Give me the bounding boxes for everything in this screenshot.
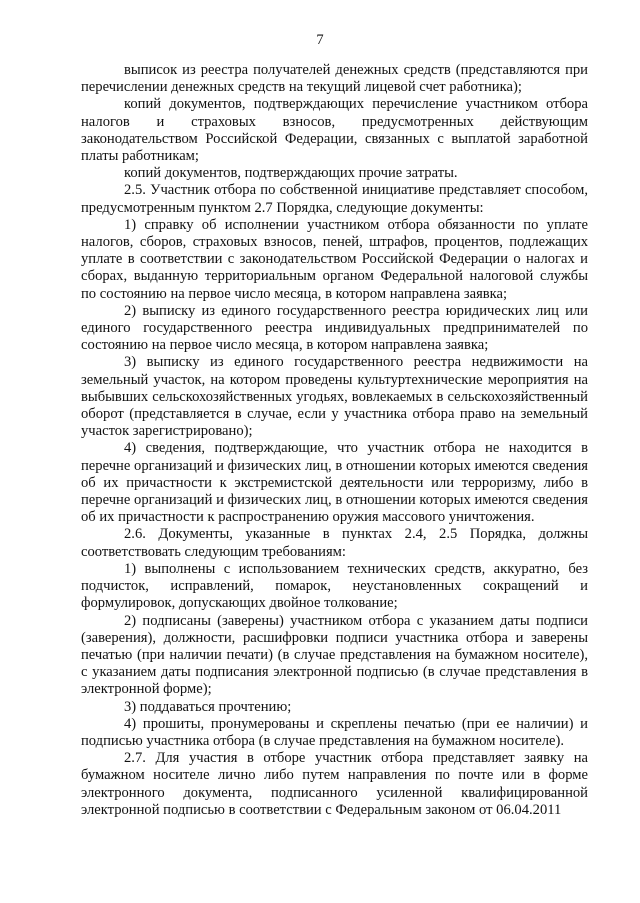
paragraph-other-costs-copies: копий документов, подтверждающих прочие затраты. [124, 165, 458, 182]
document-body [81, 62, 588, 819]
paragraph-2-5-item-1: 1) справку об исполнении участником отбора обязанности по уплате налогов, сборов, страховых взносов, пеней, штрафов, процентов, подлежащих уплате в соответствии с законодательством Российской Федерации о налогах и сборах, выданную территориальным органом Федеральной налоговой службы по состоянию на первое число месяца, в котором направлена заявка; [81, 216, 588, 302]
paragraph-section-2-5: 2.5. Участник отбора по собственной инициативе представляет способом, предусмотренным пунктом 2.7 Порядка, следующие документы: [81, 182, 588, 216]
paragraph-2-6-item-3: 3) поддаваться прочтению; [124, 698, 292, 715]
paragraph-section-2-6: 2.6. Документы, указанные в пунктах 2.4, 2.5 Порядка, должны соответствовать следующим требованиям: [81, 526, 588, 560]
paragraph-2-6-item-2: 2) подписаны (заверены) участником отбора с указанием даты подписи (заверения), должности, расшифровки подписи участника отбора и заверены печатью (при наличии печати) (в случае представления на бумажном носителе), с указанием даты подписания электронной подписью (в случае представления в электронной форме); [81, 612, 588, 698]
page-number: 7 [316, 32, 324, 48]
paragraph-section-2-7: 2.7. Для участия в отборе участник отбора представляет заявку на бумажном носителе лично либо путем направления по почте или в форме электронного документа, подписанного усиленной квалифицированной электронной подписью в соответствии с Федеральным законом от 06.04.2011 [81, 750, 588, 818]
paragraph-2-5-item-2: 2) выписку из единого государственного реестра юридических лиц или единого государственного реестра индивидуальных предпринимателей по состоянию на первое число месяца, в котором направлена заявка; [81, 302, 588, 354]
paragraph-2-6-item-1: 1) выполнены с использованием технических средств, аккуратно, без подчисток, исправлений, помарок, неустановленных сокращений и формулировок, допускающих двойное толкование; [81, 560, 588, 612]
paragraph-2-5-item-4: 4) сведения, подтверждающие, что участник отбора не находится в перечне организаций и физических лиц, в отношении которых имеются сведения об их причастности к экстремистской деятельности или терроризму, либо в перечне организаций и физических лиц, в отношении которых имеются сведения об их причастности к распространению оружия массового уничтожения. [81, 440, 588, 526]
paragraph-2-6-item-4: 4) прошиты, пронумерованы и скреплены печатью (при ее наличии) и подписью участника отбора (в случае представления на бумажном носителе). [81, 715, 588, 749]
paragraph-statement-extracts: выписок из реестра получателей денежных средств (представляются при перечислении денежных средств на текущий лицевой счет работника); [81, 62, 588, 96]
paragraph-tax-payment-copies: копий документов, подтверждающих перечисление участником отбора налогов и страховых взносов, предусмотренных действующим законодательством Российской Федерации, связанных с выплатой заработной платы работникам; [81, 96, 588, 165]
paragraph-2-5-item-3: 3) выписку из единого государственного реестра недвижимости на земельный участок, на котором проведены культуртехнические мероприятия на выбывших сельскохозяйственных угодьях, вовлекаемых в сельскохозяйственный оборот (представляется в случае, если у участника отбора право на земельный участок зарегистрировано); [81, 354, 588, 440]
